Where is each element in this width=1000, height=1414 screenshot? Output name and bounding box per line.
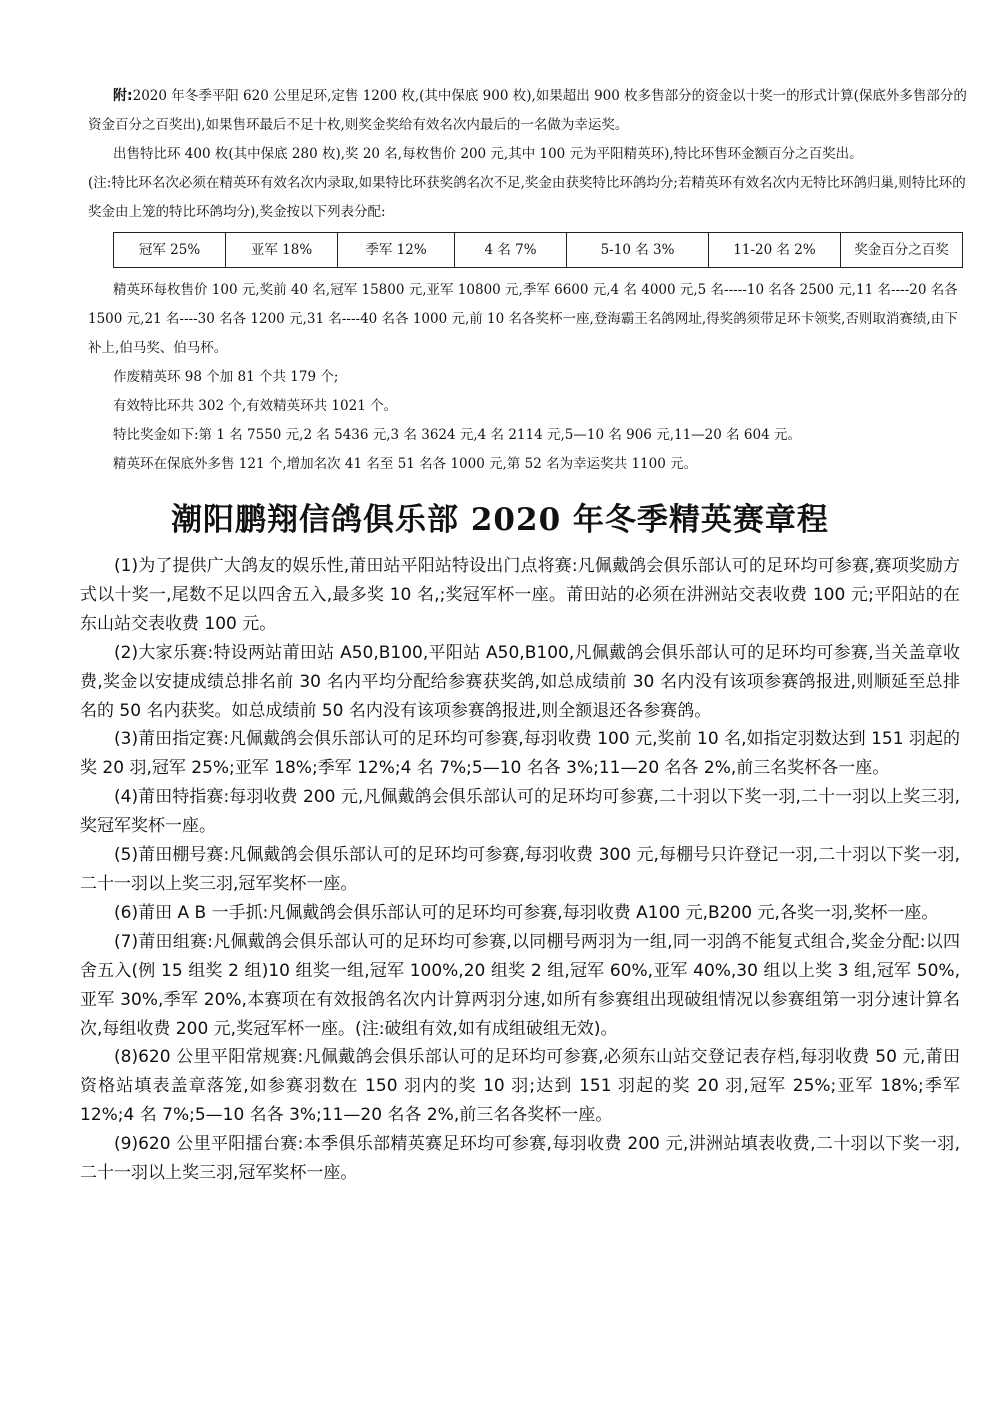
rule-item: (2)大家乐赛:特设两站莆田站 A50,B100,平阳站 A50,B100,凡佩戴鸽会俱乐部认可的足环均可参赛,当关盖章收费,奖金以安捷成绩总排名前 30 名内平均分配给参赛获奖鸽,如总成绩前 30 名内没有该项参赛鸽报进,则顺延至总排名的 50 名内获奖。如总成绩前 50 名内没有该项参赛鸽报进,则全额退还各参赛鸽。 [80,642,960,721]
table-cell-third: 季军 12% [338,233,455,268]
appendix-section [88,82,968,479]
appendix-paragraph-1 [88,82,968,140]
table-row [114,233,963,268]
table-cell-5-10: 5-10 名 3% [567,233,709,268]
table-cell-champion: 冠军 25% [114,233,226,268]
rule-item: (3)莆田指定赛:凡佩戴鸽会俱乐部认可的足环均可参赛,每羽收费 100 元,奖前 10 名,如指定羽数达到 151 羽起的奖 20 羽,冠军 25%;亚军 18%;季军 12%;4 名 7%;5—10 名各 3%;11—20 名各 2%,前三名奖杯各一座。 [80,729,960,779]
table-cell-total: 奖金百分之百奖 [841,233,963,268]
appendix-label: 附: [113,88,133,104]
rule-item: (6)莆田 A B 一手抓:凡佩戴鸽会俱乐部认可的足环均可参赛,每羽收费 A100 元,B200 元,各奖一羽,奖杯一座。 [114,902,939,923]
table-cell-fourth: 4 名 7% [455,233,567,268]
appendix-paragraph-2: 出售特比环 400 枚(其中保底 280 枚),奖 20 名,每枚售价 200 元,其中 100 元为平阳精英环),特比环售环金额百分之百奖出。 [113,146,863,162]
rule-item: (7)莆田组赛:凡佩戴鸽会俱乐部认可的足环均可参赛,以同棚号两羽为一组,同一羽鸽不能复式组合,奖金分配:以四舍五入(例 15 组奖 2 组)10 组奖一组,冠军 100%,20 组奖 2 组,冠军 60%,亚军 40%,30 组以上奖 3 组,冠军 50%,亚军 30%,季军 20%,本赛项在有效报鸽名次内计算两羽分速,如所有参赛组出现破组情况以参赛组第一羽分速计算名次,每组收费 200 元,奖冠军杯一座。(注:破组有效,如有成组破组无效)。 [80,931,960,1039]
rules-section [80,552,960,1188]
appendix-paragraph-special-prizes: 特比奖金如下:第 1 名 7550 元,2 名 5436 元,3 名 3624 元,4 名 2114 元,5—10 名 906 元,11—20 名 604 元。 [113,427,801,443]
rule-item: (1)为了提供广大鸽友的娱乐性,莆田站平阳站特设出门点将赛:凡佩戴鸽会俱乐部认可的足环均可参赛,赛项奖励方式以十奖一,尾数不足以四舍五入,最多奖 10 名,;奖冠军杯一座。莆田站的必须在汫洲站交表收费 100 元;平阳站的在东山站交表收费 100 元。 [80,556,960,634]
table-cell-runner-up: 亚军 18% [226,233,338,268]
prize-distribution-table [113,232,963,268]
rule-item: (4)莆田特指赛:每羽收费 200 元,凡佩戴鸽会俱乐部认可的足环均可参赛,二十羽以下奖一羽,二十一羽以上奖三羽,奖冠军奖杯一座。 [80,787,960,837]
appendix-note: (注:特比环名次必须在精英环有效名次内录取,如果特比环获奖鸽名次不足,奖金由获奖特比环鸽均分;若精英环有效名次内无特比环鸽归巢,则特比环的奖金由上笼的特比环鸽均分),奖金按以下列表分配: [88,175,966,220]
rule-item: (8)620 公里平阳常规赛:凡佩戴鸽会俱乐部认可的足环均可参赛,必须东山站交登记表存档,每羽收费 50 元,莆田资格站填表盖章落笼,如参赛羽数在 150 羽内的奖 10 羽;达到 151 羽起的奖 20 羽,冠军 25%;亚军 18%;季军 12%;4 名 7%;5—10 名各 3%;11—20 名各 2%,前三名各奖杯一座。 [80,1047,960,1126]
rule-item: (9)620 公里平阳擂台赛:本季俱乐部精英赛足环均可参赛,每羽收费 200 元,汫洲站填表收费,二十羽以下奖一羽,二十一羽以上奖三羽,冠军奖杯一座。 [80,1134,960,1184]
rule-item: (5)莆田棚号赛:凡佩戴鸽会俱乐部认可的足环均可参赛,每羽收费 300 元,每棚号只许登记一羽,二十羽以下奖一羽,二十一羽以上奖三羽,冠军奖杯一座。 [80,845,960,894]
table-cell-11-20: 11-20 名 2% [709,233,841,268]
document-title: 潮阳鹏翔信鸽俱乐部 2020 年冬季精英赛章程 [171,502,829,538]
appendix-text-1: 2020 年冬季平阳 620 公里足环,定售 1200 枚,(其中保底 900 枚),如果超出 900 枚多售部分的资金以十奖一的形式计算(保底外多售部分的资金百分之百奖出),如果售环最后不足十枚,则奖金奖给有效名次内最后的一名做为幸运奖。 [88,88,967,133]
appendix-paragraph-extra-sales: 精英环在保底外多售 121 个,增加名次 41 名至 51 名各 1000 元,第 52 名为幸运奖共 1100 元。 [113,456,698,472]
appendix-paragraph-valid-rings: 有效特比环共 302 个,有效精英环共 1021 个。 [113,398,398,414]
appendix-paragraph-void-rings: 作废精英环 98 个加 81 个共 179 个; [113,369,339,385]
appendix-paragraph-elite-prizes: 精英环每枚售价 100 元,奖前 40 名,冠军 15800 元,亚军 10800 元,季军 6600 元,4 名 4000 元,5 名-----10 名各 2500 元,11 名----20 名各 1500 元,21 名----30 名各 1200 元,31 名----40 名各 1000 元,前 10 名各奖杯一座,登海霸王名鸽网址,得奖鸽须带足环卡领奖,否则取消赛绩,由下补上,伯马奖、伯马杯。 [88,282,958,356]
